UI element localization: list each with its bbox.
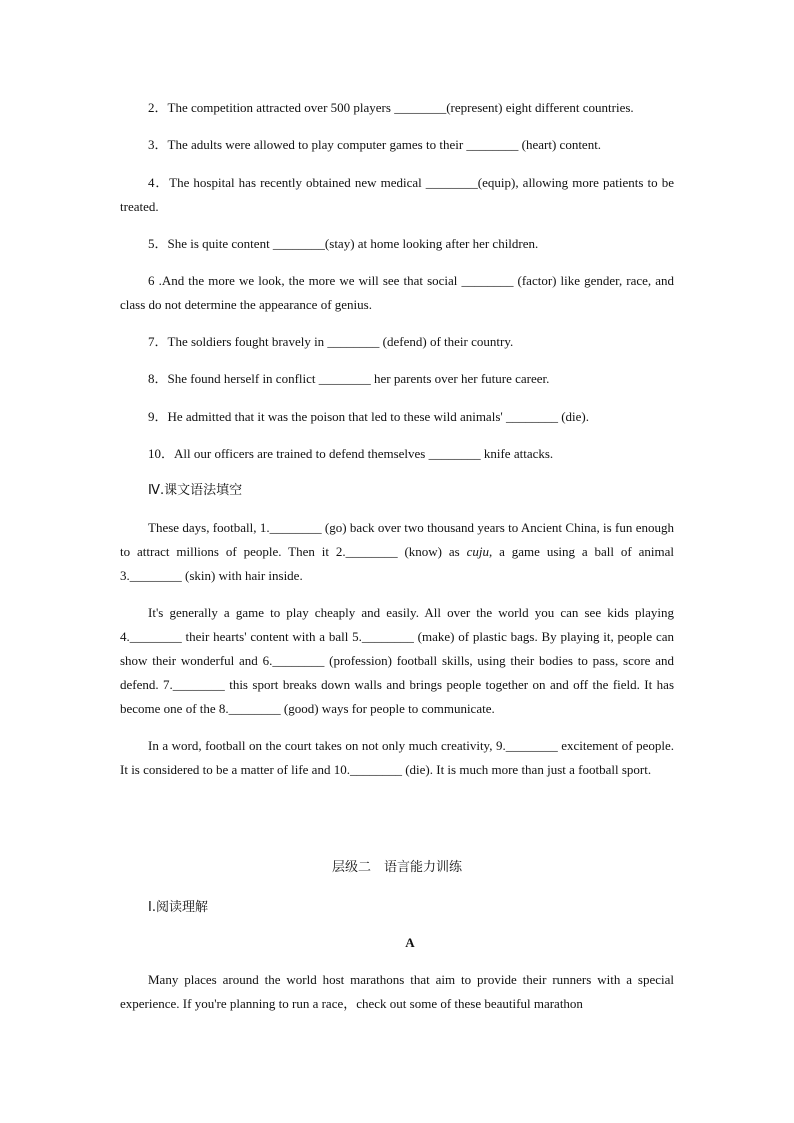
level-two-title: 层级二 语言能力训练 [331, 860, 462, 875]
passage-label: A [405, 935, 415, 950]
exercise-6: 6 .And the more we look, the more we will see that social ________ (factor) like gender, race, and class do not determine the appearance of genius. [120, 273, 674, 312]
exercise-4: 4．The hospital has recently obtained new medical ________(equip), allowing more patients to be treated. [120, 175, 674, 214]
exercise-5: 5．She is quite content ________(stay) at home looking after her children. [148, 236, 539, 251]
grammar-paragraph-3: In a word, football on the court takes on not only much creativity, 9.________ excitement of people. It is considered to be a matter of life and 10.________ (die). It is much more than just a football sport. [120, 738, 674, 777]
passage-a-intro: Many places around the world host marathons that aim to provide their runners with a special experience. If you're planning to run a race，check out some of these beautiful marathon [120, 972, 674, 1011]
grammar-paragraph-1-part-a: These days, football, 1.________ (go) back over two thousand years to Ancient China, is fun enough to attract millions of people. Then it 2.________ (know) as [120, 520, 674, 559]
exercise-7: 7．The soldiers fought bravely in ________ (defend) of their country. [148, 334, 514, 349]
exercise-8: 8．She found herself in conflict ________ her parents over her future career. [148, 371, 550, 386]
exercise-10: 10．All our officers are trained to defend themselves ________ knife attacks. [148, 446, 554, 461]
grammar-paragraph-1 [120, 516, 674, 588]
exercise-2: 2．The competition attracted over 500 players ________(represent) eight different countries. [148, 100, 634, 115]
exercise-9: 9．He admitted that it was the poison that led to these wild animals' ________ (die). [148, 409, 590, 424]
exercise-3: 3．The adults were allowed to play computer games to their ________ (heart) content. [148, 137, 602, 152]
cuju-term: cuju [466, 544, 489, 559]
grammar-paragraph-2: It's generally a game to play cheaply and easily. All over the world you can see kids playing 4.________ their hearts' content with a ball 5.________ (make) of plastic bags. By playing it, people can show their wonderful and 6.________ (profession) football skills, using their bodies to pass, score and defend. 7.________ this sport breaks down walls and brings people together on and off the field. It has become one of the 8.________ (good) ways for people to communicate. [120, 605, 674, 716]
reading-comprehension-heading: Ⅰ.阅读理解 [148, 900, 208, 915]
grammar-paragraph-1-part-b: , a game using a ball of animal 3.________ (skin) with hair inside. [120, 544, 675, 583]
section-heading-grammar-fill: Ⅳ.课文语法填空 [148, 483, 243, 498]
